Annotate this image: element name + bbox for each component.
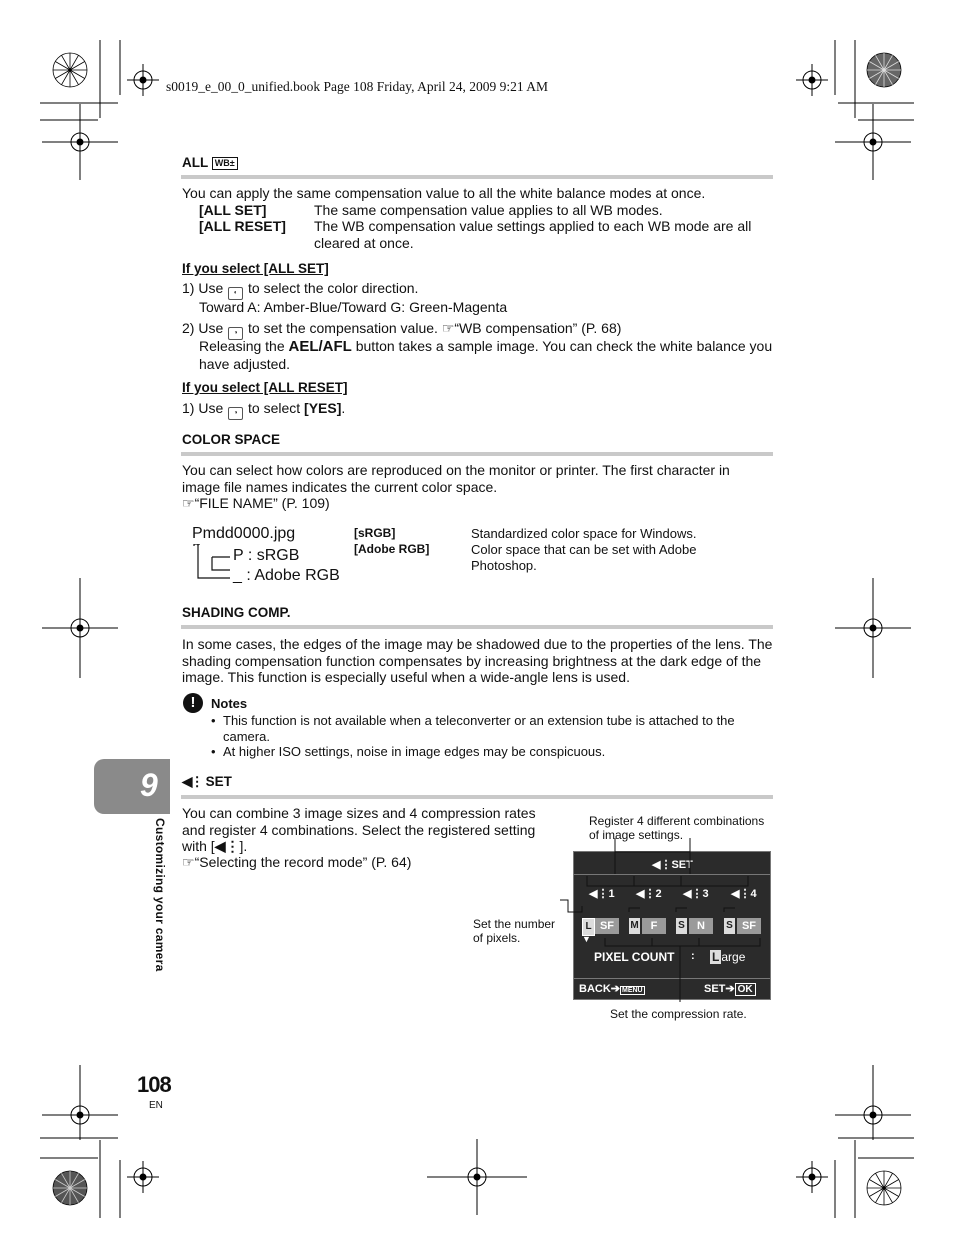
record-mode-icon: ◀⋮ [182, 774, 202, 789]
color-space-para: You can select how colors are reproduced on the monitor or printer. The first character in image file names indicates the current color space. [182, 462, 730, 495]
page-language: EN [149, 1100, 163, 1111]
section-title-all [182, 155, 238, 170]
note-item: At higher ISO settings, noise in image edges may be conspicuous. [223, 744, 606, 759]
callout-compression: Set the compression rate. [610, 1007, 747, 1021]
record-mode-icon: ◀⋮ [214, 838, 240, 854]
section-title-shading: SHADING COMP. [182, 605, 291, 620]
slot-1: ◀⋮1 [589, 888, 615, 900]
slot-2: ◀⋮2 [636, 888, 662, 900]
print-header: s0019_e_00_0_unified.book Page 108 Friday, April 24, 2009 9:21 AM [166, 79, 548, 94]
chapter-tab [94, 759, 170, 814]
section-title-color-space: COLOR SPACE [182, 432, 281, 447]
screen-title: ◀⋮SET [652, 859, 693, 871]
set-para: You can combine 3 image sizes and 4 compression rates and register 4 combinations. Select the registered setting with [◀⋮]. [182, 805, 536, 854]
callout-leader-lines [560, 838, 780, 1010]
section-rule [181, 452, 773, 456]
quality-cell: SF [595, 918, 619, 934]
page-number: 108 [137, 1072, 171, 1097]
quality-cell: SF [737, 918, 761, 934]
section-title-text: ALL [182, 155, 208, 170]
notes-label: Notes [211, 696, 248, 711]
def-term-adobe-rgb: [Adobe RGB] [354, 542, 430, 556]
def-desc-srgb: Standardized color space for Windows. [471, 526, 697, 541]
notes-alert-icon: ! [183, 693, 203, 713]
chapter-number: 9 [140, 767, 158, 803]
pixel-count-value: L arge [712, 950, 746, 964]
bullet-dot: • [211, 744, 216, 759]
pixel-count-colon: : [691, 950, 695, 962]
slot-4: ◀⋮4 [731, 888, 757, 900]
quality-cell: F [642, 918, 666, 934]
section-rule [181, 625, 773, 629]
back-hint: BACK➔ MENU [579, 983, 643, 995]
ok-button-icon: OK [735, 983, 756, 996]
def-desc-all-set: The same compensation value applies to all WB modes. [314, 202, 663, 218]
note-item: This function is not available when a teleconverter or an extension tube is attached to the camera. [223, 713, 735, 744]
section-rule [181, 795, 773, 799]
branch-srgb: P : sRGB [233, 547, 300, 564]
set-hint: SET➔ OK [704, 982, 756, 995]
all-reset-heading: If you select [ALL RESET] [182, 380, 348, 395]
reference-pointer-icon: ☞ [441, 320, 455, 336]
filename-branch-lines [192, 544, 237, 580]
menu-button-icon: MENU [622, 987, 643, 994]
section-rule [181, 175, 773, 179]
def-desc-all-reset: The WB compensation value settings applied to each WB mode are all cleared at once. [314, 218, 752, 251]
iso-drive-button-icon: ◑ [228, 407, 243, 420]
size-cell: L [582, 918, 595, 936]
pixel-count-label: PIXEL COUNT [594, 950, 675, 964]
step-1-sub: Toward A: Amber-Blue/Toward G: Green-Magenta [199, 299, 508, 315]
step-2: 2) Use ◑ to set the compensation value. ☞“WB compensation” (P. 68) [182, 320, 777, 340]
color-space-ref: ☞“FILE NAME” (P. 109) [182, 495, 330, 511]
reference-pointer-icon: ☞ [182, 854, 195, 870]
step-2-sub: Releasing the AEL/AFL button takes a sample image. You can check the white balance you have adjusted. [199, 338, 773, 372]
branch-adobe-rgb: _ : Adobe RGB [233, 567, 340, 584]
size-cell: S [724, 918, 735, 934]
size-cell: S [676, 918, 687, 934]
wb-compensation-icon: WB± [212, 157, 238, 170]
bullet-dot: • [211, 713, 216, 728]
step-1: 1) Use ◐ to select the color direction. [182, 280, 777, 300]
filename-example: Pmdd0000.jpg [192, 525, 296, 542]
callout-pixels: Set the number of pixels. [473, 917, 556, 945]
set-ref: ☞“Selecting the record mode” (P. 64) [182, 854, 412, 870]
all-set-heading: If you select [ALL SET] [182, 261, 329, 276]
iso-drive-button-icon: ◑ [228, 327, 243, 340]
def-term-all-set: [ALL SET] [199, 202, 267, 218]
def-desc-adobe-rgb: Color space that can be set with Adobe Photoshop. [471, 542, 697, 573]
size-cell: M [629, 918, 640, 934]
def-term-all-reset: [ALL RESET] [199, 218, 286, 234]
reference-pointer-icon: ☞ [182, 495, 195, 511]
shading-para: In some cases, the edges of the image may be shadowed due to the properties of the lens. The shading compensation function compensates by increasing brightness at the dark edge of the image. This function is especially useful when a wide-angle lens is used. [182, 636, 773, 685]
wb-af-button-icon: ◐ [228, 287, 243, 300]
quality-cell: N [689, 918, 713, 934]
down-arrow-icon: ▼ [582, 934, 591, 944]
def-term-srgb: [sRGB] [354, 526, 396, 540]
callout-register: Register 4 different combinations of image settings. [589, 814, 765, 842]
all-intro: You can apply the same compensation value to all the white balance modes at once. [182, 185, 706, 201]
slot-3: ◀⋮3 [683, 888, 709, 900]
chapter-label: Customizing your camera [153, 818, 167, 972]
reset-step-1: 1) Use ◑ to select [YES]. [182, 400, 777, 420]
section-title-set: ◀⋮ SET [182, 774, 232, 789]
